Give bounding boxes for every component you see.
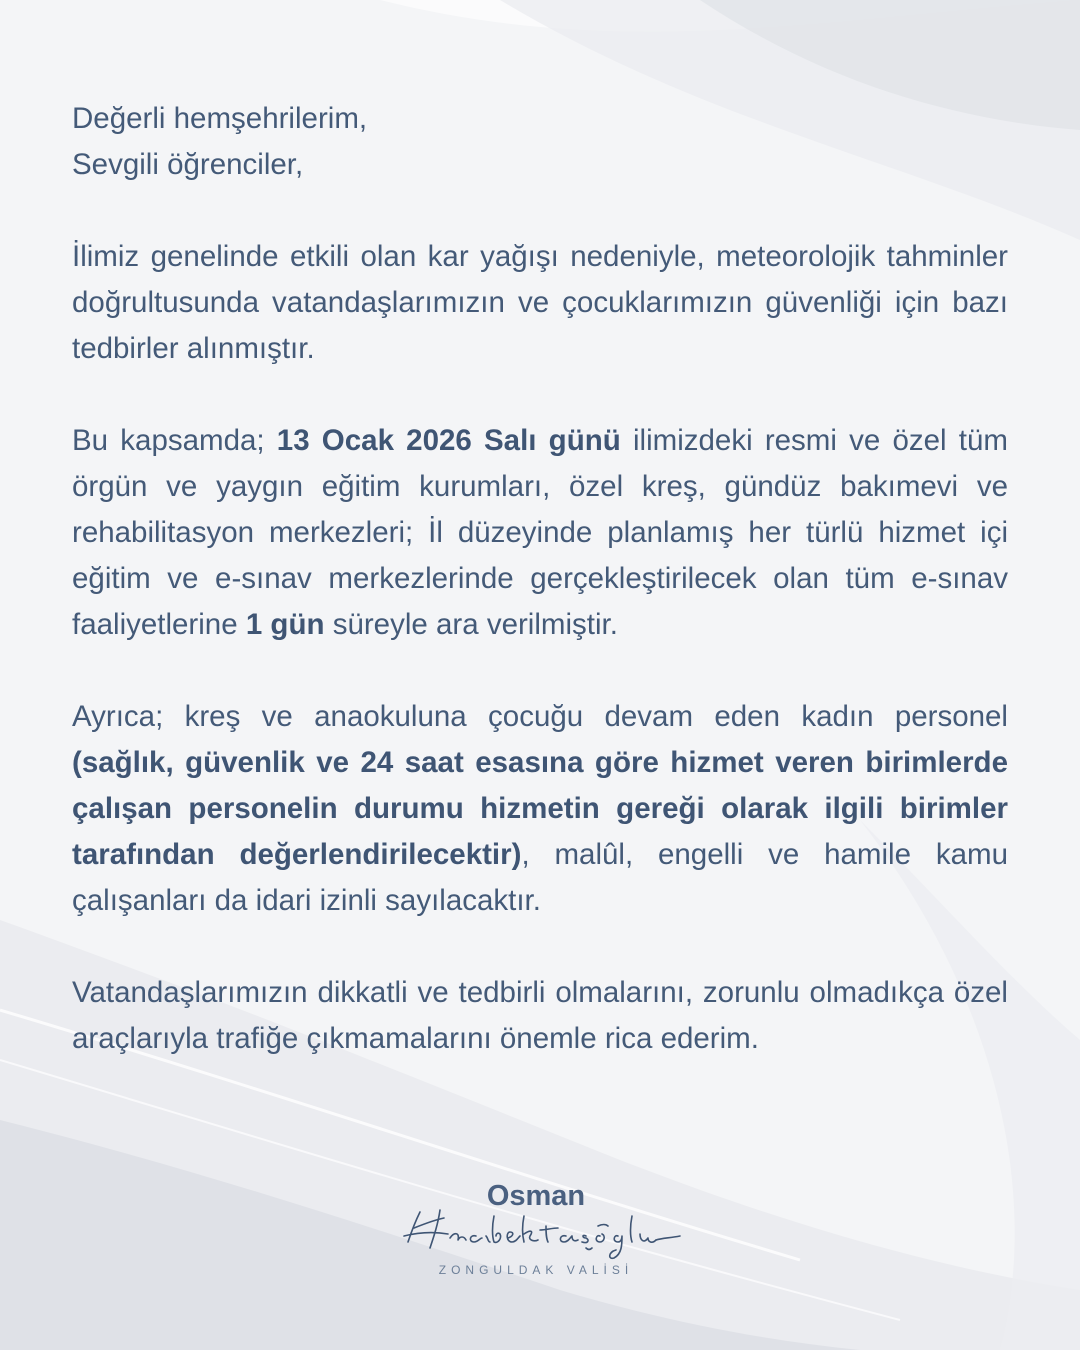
paragraph-4: Vatandaşlarımızın dikkatli ve tedbirli olmalarını, zorunlu olmadıkça özel araçlarıyla trafiğe çıkmamalarını önemle rica ederim. — [72, 976, 1008, 1055]
salutation-line-1: Değerli hemşehrilerim, — [72, 102, 368, 135]
salutation-line-2: Sevgili öğrenciler, — [72, 148, 304, 181]
signature-first-name: Osman — [486, 1180, 586, 1212]
signature-block — [390, 1176, 690, 1286]
paragraph-3-text-c: , malûl, engelli ve hamile kamu çalışanları da idari izinli sayılacaktır. — [72, 838, 1008, 917]
paragraph-3-text-a: Ayrıca; kreş ve anaokuluna çocuğu devam eden kadın personel — [72, 700, 1008, 733]
paragraph-2-date-bold: 13 Ocak 2026 Salı günü — [276, 424, 621, 457]
paragraph-2-duration-bold: 1 gün — [245, 608, 325, 641]
paragraph-2-text-c: ilimizdeki resmi ve özel tüm örgün ve yaygın eğitim kurumları, özel kreş, gündüz bakımevi ve rehabilitasyon merkezleri; İl düzeyinde planlamış her türlü hizmet içi eğitim ve e-sınav merkezlerinde gerçekleştirilecek olan tüm e-sınav faaliyetlerine — [72, 424, 1008, 641]
paragraph-3-bold: (sağlık, güvenlik ve 24 saat esasına göre hizmet veren birimlerde çalışan personelin durumu hizmetin gereği olarak ilgili birimler tarafından değerlendirilecektir) — [72, 746, 1008, 871]
paragraph-3 — [72, 694, 1008, 924]
signature-title: ZONGULDAK VALİSİ — [438, 1263, 634, 1277]
paragraph-2-text-a: Bu kapsamda; — [72, 424, 277, 457]
handwritten-signature — [400, 1202, 685, 1262]
letter-body — [72, 96, 1008, 1062]
salutation — [72, 96, 1008, 188]
paragraph-1: İlimiz genelinde etkili olan kar yağışı nedeniyle, meteorolojik tahminler doğrultusunda vatandaşlarımızın ve çocuklarımızın güvenliği için bazı tedbirler alınmıştır. — [72, 240, 1008, 365]
paragraph-2 — [72, 418, 1008, 648]
paragraph-2-text-e: süreyle ara verilmiştir. — [324, 608, 618, 641]
